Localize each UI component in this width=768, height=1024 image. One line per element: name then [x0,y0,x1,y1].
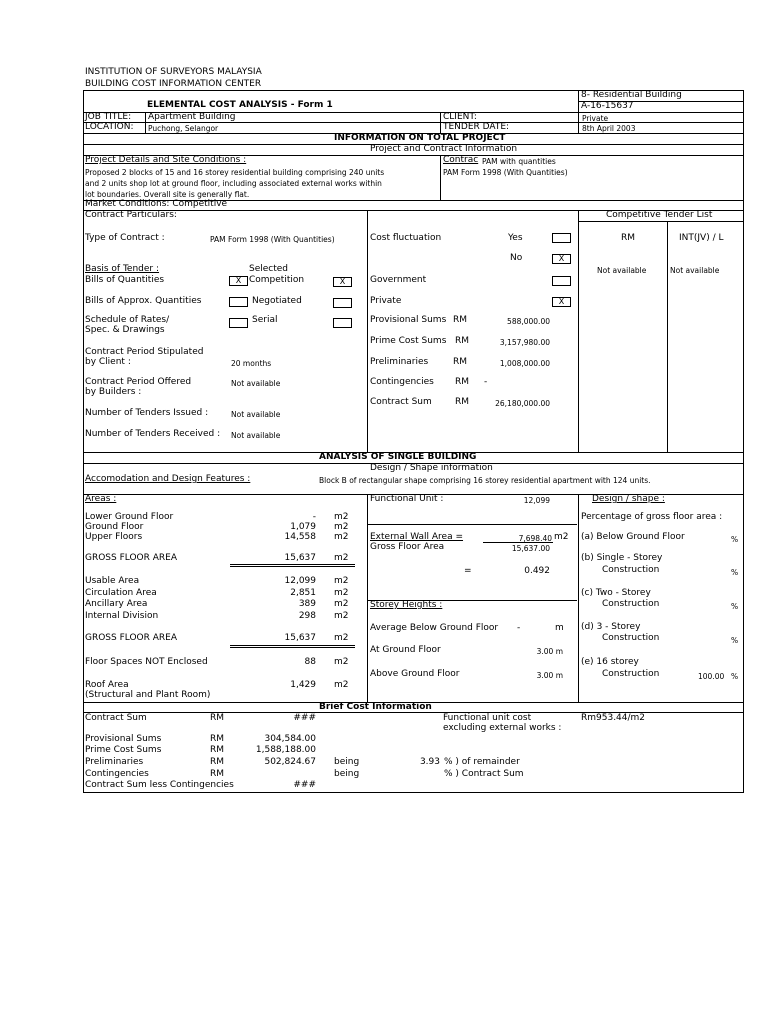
construction-label: Construction [602,565,660,575]
brief-contingencies-label: Contingencies [85,769,149,779]
project-details-line: and 2 units shop lot at ground floor, including associated external works within [85,179,382,188]
negotiated-checkbox[interactable] [333,298,352,308]
below-ground-option: (a) Below Ground Floor [581,532,685,542]
area-unit: m2 [334,512,349,522]
total-underline [230,566,355,567]
selected-label: Selected [249,264,289,274]
contract-sum-value: 26,180,000.00 [495,399,550,408]
external-wall-unit: m2 [554,532,569,542]
period-stipulated-value: 20 months [231,359,272,368]
frame-line [83,90,84,793]
functional-unit-label: Functional Unit : [370,494,444,504]
brief-preliminaries-value: 502,824.67 [264,757,316,767]
tender-list-heading: Competitive Tender List [606,210,713,220]
currency: RM [455,397,470,407]
area-value: 14,558 [284,532,316,542]
frame-line [743,90,744,793]
construction-label: Construction [602,599,660,609]
area-value: 1,079 [290,522,316,532]
serial-label: Serial [252,315,278,325]
sixteen-storey-percentage: 100.00 [698,672,725,681]
contingencies-note: % ) Contract Sum [444,769,524,779]
brief-contract-sum-label: Contract Sum [85,713,147,723]
single-storey-option: (b) Single - Storey [581,553,663,563]
area-label: Floor Spaces NOT Enclosed [85,657,208,667]
area-value: 1,429 [290,680,316,690]
org-name: INSTITUTION OF SURVEYORS MALAYSIA [85,67,262,77]
at-ground-label: At Ground Floor [370,645,441,655]
currency: RM [453,315,468,325]
brief-cost-heading: Brief Cost Information [319,702,432,712]
construction-label: Construction [602,633,660,643]
total-underline [230,645,355,646]
two-storey-option: (c) Two - Storey [581,588,651,598]
gross-floor-area-value: 15,637 [284,633,316,643]
functional-unit-value: 12,099 [523,496,550,505]
gross-floor-area-label: GROSS FLOOR AREA [85,553,178,563]
tender-list-rm-column: RM [621,233,636,243]
contingencies-value: - [484,377,488,387]
above-ground-label: Above Ground Floor [370,669,460,679]
sixteen-storey-option: (e) 16 storey [581,657,639,667]
above-ground-value: 3.00 m [536,671,563,680]
government-checkbox[interactable] [552,276,571,286]
job-title-value: Apartment Building [148,112,236,122]
contingencies-label: Contingencies [370,377,434,387]
competition-checkbox[interactable]: X [333,277,352,287]
contract-particulars-heading: Contract Particulars: [85,210,177,220]
brief-prime-cost-label: Prime Cost Sums [85,745,162,755]
frame-line [367,524,577,525]
serial-checkbox[interactable] [333,318,352,328]
design-shape-heading: Design / shape : [592,494,665,504]
frame-line [578,90,579,133]
gfa-percentage-label: Percentage of gross floor area : [581,512,723,522]
prime-cost-sums-label: Prime Cost Sums [370,336,447,346]
contract-form: PAM Form 1998 (With Quantities) [443,168,568,177]
fluctuation-no-checkbox[interactable]: X [552,254,571,264]
preliminaries-value: 1,008,000.00 [499,359,550,368]
brief-preliminaries-label: Preliminaries [85,757,144,767]
tender-list-rm-value: Not available [597,266,647,275]
area-label: Roof Area [85,680,129,690]
contract-sum-less-contingencies-label: Contract Sum less Contingencies [85,780,234,790]
approx-quantities-label: Bills of Approx. Quantities [85,296,202,306]
location-value: Puchong, Selangor [148,124,219,133]
contract-value: PAM with quantities [482,157,556,166]
equals-sign: = [464,566,472,576]
gross-floor-area-label: GROSS FLOOR AREA [85,633,178,643]
fluctuation-yes-label: Yes [508,233,523,243]
area-label: Usable Area [85,576,140,586]
external-wall-label: External Wall Area = [370,532,464,542]
contract-sum-label: Contract Sum [370,397,432,407]
area-unit: m2 [334,553,349,563]
market-conditions: Market Conditions: Competitive [85,199,228,209]
brief-provisional-value: 304,584.00 [264,734,316,744]
tender-list-int-column: INT(JV) / L [679,233,724,243]
client-label: CLIENT: [443,112,477,122]
competition-label: Competition [249,275,305,285]
fluctuation-yes-checkbox[interactable] [552,233,571,243]
area-unit: m2 [334,633,349,643]
area-value: 298 [298,611,316,621]
being-label: being [334,769,360,779]
negotiated-label: Negotiated [252,296,302,306]
frame-line [145,112,146,133]
currency: RM [210,769,225,779]
fluctuation-no-label: No [510,253,523,263]
below-ground-value: - [517,623,521,633]
three-storey-option: (d) 3 - Storey [581,622,641,632]
contract-label: Contrac [443,155,479,165]
schedule-of-rates-label: Schedule of Rates/ [85,315,170,325]
brief-prime-cost-value: 1,588,188.00 [255,745,316,755]
frame-line [578,210,579,452]
project-contract-heading: Project and Contract Information [370,144,518,154]
area-label: Ancillary Area [85,599,148,609]
percent-sign: % [731,535,739,544]
area-unit: m2 [334,657,349,667]
area-unit: m2 [334,680,349,690]
construction-label: Construction [602,669,660,679]
frame-line [367,210,368,452]
period-stipulated-label-2: by Client : [85,357,131,367]
at-ground-value: 3.00 m [536,647,563,656]
frame-line [83,792,744,793]
storey-heights-heading: Storey Heights : [370,600,443,610]
roof-area-note: (Structural and Plant Room) [85,690,211,700]
approx-quantities-checkbox[interactable] [229,297,248,307]
below-ground-unit: m [555,623,564,633]
frame-line [578,494,579,702]
client-value: Private [582,114,609,123]
period-offered-label: Contract Period Offered [85,377,192,387]
project-details-line: Proposed 2 blocks of 15 and 16 storey residential building comprising 240 units [85,168,385,177]
project-details-line: lot boundaries. Overall site is generally flat. [85,190,250,199]
accommodation-value: Block B of rectangular shape comprising 16 storey residential apartment with 124 units. [319,476,651,485]
contract-type-value: PAM Form 1998 (With Quantities) [210,235,335,244]
info-heading: INFORMATION ON TOTAL PROJECT [334,133,506,143]
area-unit: m2 [334,576,349,586]
area-unit: m2 [334,522,349,532]
project-details-label: Project Details and Site Conditions : [85,155,247,165]
government-label: Government [370,275,427,285]
tender-date-value: 8th April 2003 [582,124,636,133]
total-underline [230,647,355,648]
wall-floor-ratio: 0.492 [524,566,550,576]
area-value: 88 [304,657,316,667]
area-unit: m2 [334,611,349,621]
tender-date-label: TENDER DATE: [443,122,510,132]
area-unit: m2 [334,532,349,542]
gfa-label: Gross Floor Area [370,542,445,552]
frame-line [440,155,441,200]
area-label: Lower Ground Floor [85,512,174,522]
contract-type-label: Type of Contract : [85,233,165,243]
bills-of-quantities-label: Bills of Quantities [85,275,165,285]
total-underline [230,564,355,565]
functional-unit-cost-sub: excluding external works : [443,723,562,733]
currency: RM [210,757,225,767]
brief-provisional-label: Provisional Sums [85,734,162,744]
currency: RM [210,713,225,723]
frame-line [578,221,744,222]
bills-of-quantities-checkbox[interactable]: X [229,276,248,286]
area-label: Ground Floor [85,522,144,532]
area-value: 389 [298,599,316,609]
prime-cost-sums-value: 3,157,980.00 [499,338,550,347]
period-offered-value: Not available [231,379,281,388]
percent-sign: % [731,602,739,611]
spec-drawings-label: Spec. & Drawings [85,325,165,335]
functional-unit-cost-value: Rm953.44/m2 [581,713,646,723]
gross-floor-area-value: 15,637 [284,553,316,563]
preliminaries-note: % ) of remainder [444,757,520,767]
tenders-received-value: Not available [231,431,281,440]
tenders-received-label: Number of Tenders Received : [85,429,221,439]
frame-line [440,112,441,133]
period-stipulated-label: Contract Period Stipulated [85,347,204,357]
basis-of-tender-label: Basis of Tender : [85,264,160,274]
frame-line [667,221,668,452]
tenders-issued-label: Number of Tenders Issued : [85,408,209,418]
reference-number: A-16-15637 [581,101,634,111]
brief-contract-sum-value: ### [293,713,316,723]
currency: RM [453,357,468,367]
provisional-sums-label: Provisional Sums [370,315,447,325]
form-title: ELEMENTAL COST ANALYSIS - Form 1 [147,100,333,110]
area-value: 12,099 [284,576,316,586]
area-label: Upper Floors [85,532,143,542]
tenders-issued-value: Not available [231,410,281,419]
being-label: being [334,757,360,767]
tender-list-int-value: Not available [670,266,720,275]
area-unit: m2 [334,599,349,609]
frame-line [367,494,368,702]
currency: RM [210,745,225,755]
job-title-label: JOB TITLE: [85,112,132,122]
period-offered-label-2: by Builders : [85,387,142,397]
analysis-heading: ANALYSIS OF SINGLE BUILDING [319,452,477,462]
external-wall-value: 7,698.40 [518,534,552,543]
preliminaries-percentage: 3.93 [419,757,440,767]
provisional-sums-value: 588,000.00 [507,317,550,326]
cost-fluctuation-label: Cost fluctuation [370,233,442,243]
functional-unit-cost-label: Functional unit cost [443,713,532,723]
areas-heading: Areas : [85,494,117,504]
accommodation-label: Accomodation and Design Features : [85,474,251,484]
private-checkbox[interactable]: X [552,297,571,307]
location-label: LOCATION: [85,122,134,132]
private-label: Private [370,296,402,306]
preliminaries-label: Preliminaries [370,357,429,367]
area-unit: m2 [334,588,349,598]
currency: RM [455,377,470,387]
area-label: Internal Division [85,611,159,621]
center-name: BUILDING COST INFORMATION CENTER [85,79,262,89]
currency: RM [210,734,225,744]
gfa-value: 15,637.00 [511,544,550,553]
design-info-heading: Design / Shape information [370,463,493,473]
schedule-of-rates-checkbox[interactable] [229,318,248,328]
currency: RM [455,336,470,346]
area-label: Circulation Area [85,588,157,598]
percent-sign: % [731,568,739,577]
area-value: - [312,512,316,522]
category: 8- Residential Building [581,90,682,100]
area-value: 2,851 [290,588,316,598]
contract-sum-less-contingencies-value: ### [293,780,316,790]
below-ground-label: Average Below Ground Floor [370,623,499,633]
percent-sign: % [731,636,739,645]
percent-sign: % [731,672,739,681]
